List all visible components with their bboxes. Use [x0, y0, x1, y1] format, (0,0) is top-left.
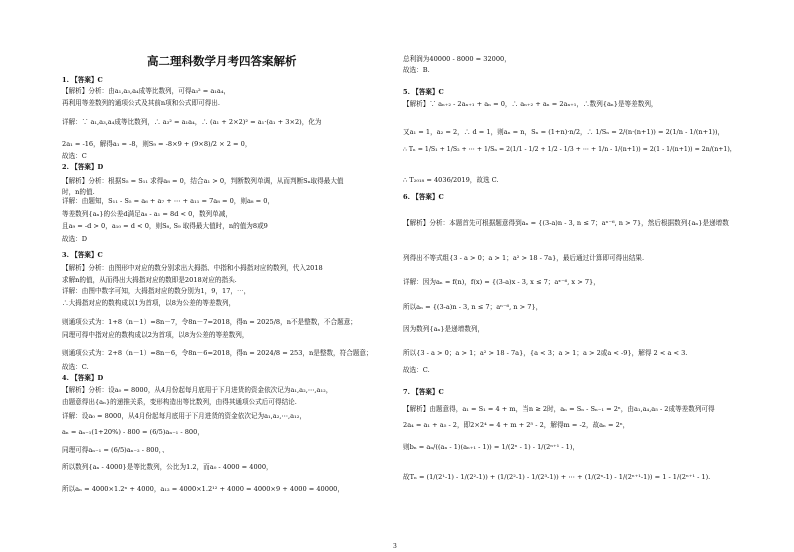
- text-line: ∴ Tₙ = 1/S₁ + 1/S₂ + ⋯ + 1/Sₙ = 2(1/1 - 1/2 + 1/2 - 1/3 + ⋯ + 1/n - 1/(n+1)) = 2(1 - 1/(n+1)) = 2n/(n+1)，: [403, 146, 736, 153]
- text-line: 详解：∵ a₁,a₃,a₄成等比数列，∴ a₃² = a₁a₄，∴ (a₁ + 2×2)² = a₁·(a₁ + 3×2)，化为: [62, 118, 322, 126]
- answer-4-heading: 4. 【答案】D: [62, 374, 104, 382]
- text-line: 详解：因为aₙ = f(n)，f(x) = {(3-a)x - 3, x ≤ 7；aˣ⁻⁶, x > 7}，: [403, 278, 600, 286]
- text-line: 由题意得出{aₙ}的递推关系，变形构造出等比数列，由得其通项公式后可得结论.: [62, 398, 297, 406]
- text-line: 故选：B.: [403, 66, 430, 74]
- text-line: 2a₁ = -16，解得a₁ = -8，则S₉ = -8×9 + (9×8)/2 × 2 = 0，: [62, 140, 252, 148]
- text-line: 总利润为40000 - 8000 = 32000，: [403, 55, 511, 63]
- text-line: 时，n的值.: [62, 188, 95, 196]
- page-title: 高二理科数学月考四答案解析: [147, 54, 297, 68]
- text-line: 同理可得aₙ₋₁ = (6/5)aₙ₋₂ - 800，、: [62, 446, 169, 454]
- text-line: 则bₙ = aₙ/((aₙ - 1)(aₙ₊₁ - 1)) = 1/(2ⁿ - 1) - 1/(2ⁿ⁺¹ - 1)，: [403, 443, 580, 451]
- text-line: 详解：由图中数字可知，大拇指对应的数分别为1，9，17，⋯，: [62, 287, 251, 295]
- text-line: 【解析】分析：由a₁,a₃,a₄成等比数列，可得a₃² = a₁a₄，: [62, 87, 231, 95]
- text-line: 列得出不等式组{3 - a > 0；a > 1；a² > 18 - 7a}，最后通过计算即可得出结果.: [403, 254, 645, 262]
- text-line: ∴大拇指对应的数构成以1为首项，以8为公差的等差数列，: [62, 299, 236, 307]
- text-line: 所以aₙ = 4000×1.2ⁿ + 4000，a₁₂ = 4000×1.2¹² + 4000 = 4000×9 + 4000 = 40000，: [62, 485, 344, 493]
- text-line: 求解n的值，从而得出大拇指对应的数即是2018对应的指头.: [62, 276, 237, 284]
- text-line: 所以{3 - a > 0；a > 1；a² > 18 - 7a}，{a < 3；a > 1；a > 2或a < -9}，解得 2 < a < 3.: [403, 349, 688, 357]
- text-line: 等差数列{aₙ}的公差d满足a₈ - a₁ = 8d < 0，数列单减，: [62, 210, 232, 218]
- page-number: 3: [393, 543, 397, 550]
- answer-7-heading: 7. 【答案】C: [403, 388, 444, 396]
- text-line: 故Tₙ = (1/(2¹-1) - 1/(2²-1)) + (1/(2²-1) - 1/(2³-1)) + ⋯ + (1/(2ⁿ-1) - 1/(2ⁿ⁺¹-1)) = 1 - 1/(2ⁿ⁺¹ - 1).: [403, 473, 711, 481]
- text-line: 详解：由题知，S₁₁ - S₅ = a₆ + a₇ + ⋯ + a₁₁ = 7a₈ = 0，则a₈ = 0，: [62, 197, 275, 205]
- text-line: 【解析】分析：由图形中对应的数分别求出大拇指、中指和小拇指对应的数列，代入2018: [62, 264, 323, 272]
- text-line: 所以数列{aₙ - 4000}是等比数列，公比为1.2，而a₀ - 4000 = 4000，: [62, 463, 273, 471]
- text-line: 【解析】∵ aₙ₊₂ - 2aₙ₊₁ + aₙ = 0，∴ aₙ₊₂ + aₙ = 2aₙ₊₁，∴数列{aₙ}是等差数列，: [403, 100, 658, 108]
- text-line: 再利用等差数列的通项公式及其前n项和公式即可得出.: [62, 99, 220, 107]
- answer-1-heading: 1. 【答案】C: [62, 76, 103, 84]
- text-line: 故选：C: [62, 152, 87, 160]
- answer-2-heading: 2. 【答案】D: [62, 163, 104, 171]
- text-line: 则通项公式为：1+8（n－1）=8n－7，令8n－7=2018，得n = 2025/8，n不是整数，不合题意；: [62, 318, 357, 326]
- text-line: 同理可得中指对应的数构成以2为首项，以8为公差的等差数列，: [62, 331, 249, 339]
- text-line: 详解：设a₀ = 8000，从4月份起每月底用于下月进货的资金依次记为a₁,a₂,⋯,a₁₂，: [62, 412, 306, 420]
- text-line: 2a₄ = a₁ + a₅ - 2，即2×2⁴ = 4 + m + 2⁵ - 2，解得m = -2，故aₙ = 2ⁿ，: [403, 421, 630, 429]
- text-line: 所以aₙ = {(3-a)n - 3, n ≤ 7；aⁿ⁻⁶, n > 7}，: [403, 303, 543, 311]
- text-line: 【解析】分析：根据S₅ = S₁₁ 求得a₈ = 0，结合a₁ > 0，判断数列单调，从而判断Sₙ取得最大值: [62, 177, 344, 185]
- text-line: 则通项公式为：2+8（n－1）=8n－6，令8n－6=2018，得n = 2024/8 = 253，n是整数，符合题意；: [62, 349, 373, 357]
- text-line: ∴ T₂₀₁₈ = 4036/2019，故选 C.: [403, 176, 499, 184]
- text-line: 【解析】分析：本题首先可根据题意得到aₙ = {(3-a)n - 3, n ≤ 7；aⁿ⁻⁶, n > 7}，然后根据数列{aₙ}是递增数: [403, 219, 729, 227]
- text-line: 又a₁ = 1，a₂ = 2，∴ d = 1，则aₙ = n，Sₙ = (1+n)·n/2，∴ 1/Sₙ = 2/(n·(n+1)) = 2(1/n - 1/(n+1))，: [403, 128, 725, 136]
- text-line: 【解析】由题意得，a₁ = S₁ = 4 + m，当n ≥ 2时，aₙ = Sₙ - Sₙ₋₁ = 2ⁿ，由a₁,a₄,a₅ - 2成等差数列可得: [403, 405, 715, 413]
- text-line: 故选：C.: [62, 363, 89, 371]
- text-line: 【解析】分析：设a₀ = 8000，从4月份起每月底用于下月进货的资金依次记为a₁,a₂,⋯,a₁₂，: [62, 386, 333, 394]
- text-line: 故选：D: [62, 235, 88, 243]
- answer-6-heading: 6. 【答案】C: [403, 193, 444, 201]
- answer-3-heading: 3. 【答案】C: [62, 251, 103, 259]
- answer-5-heading: 5. 【答案】C: [403, 88, 444, 96]
- text-line: aₙ = aₙ₋₁(1+20%) - 800 = (6/5)aₙ₋₁ - 800，: [62, 428, 204, 436]
- text-line: 且a₉ = -d > 0，a₁₀ = d < 0，则S₈, S₉ 取得最大值时，n的值为8或9: [62, 222, 268, 230]
- text-line: 因为数列{aₙ}是递增数列，: [403, 325, 485, 333]
- text-line: 故选：C.: [403, 366, 430, 374]
